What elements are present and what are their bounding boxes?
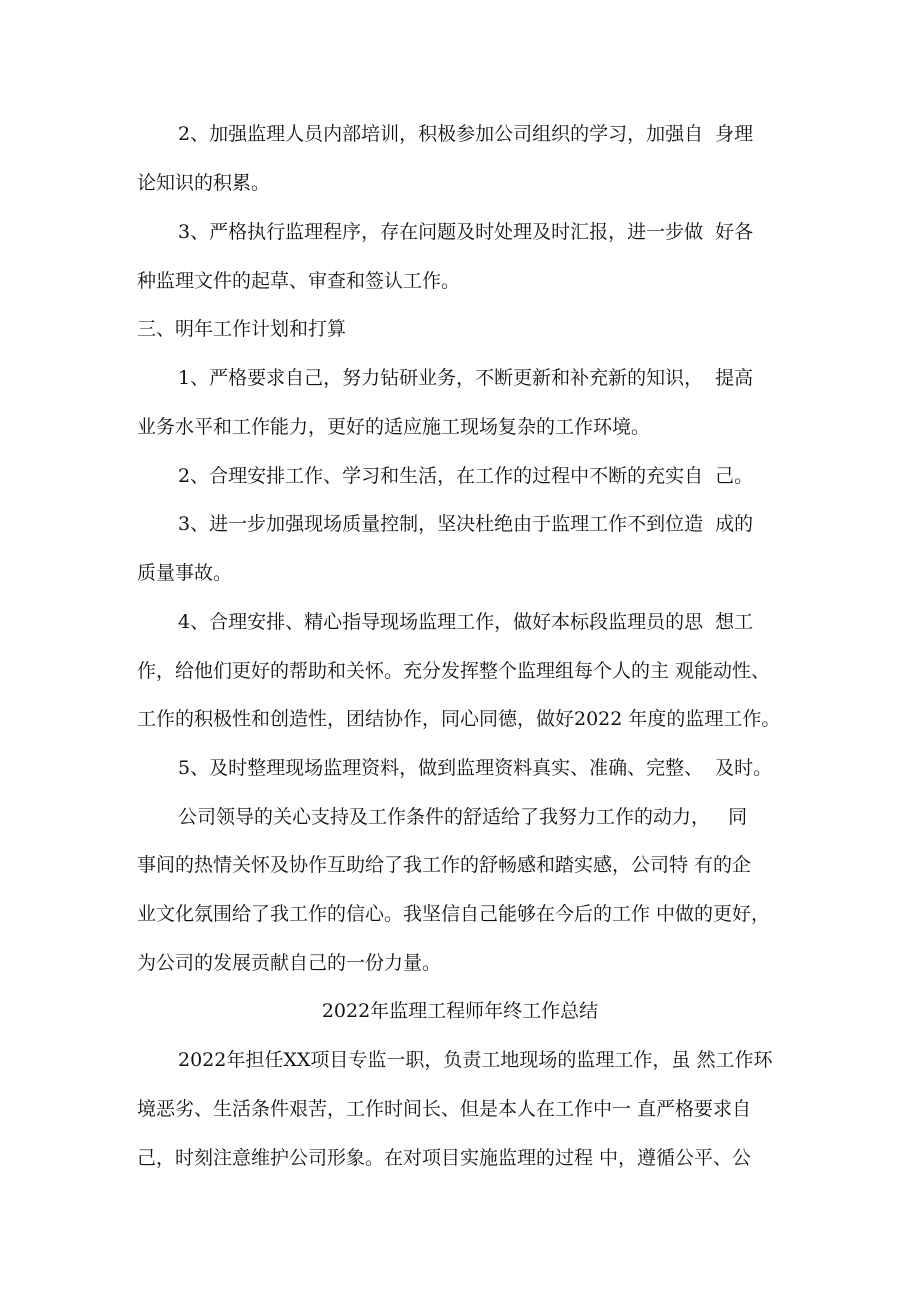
paragraph-line: 2、加强监理人员内部培训，积极参加公司组织的学习，加强自 身理 bbox=[178, 123, 754, 145]
paragraph-line: 论知识的积累。 bbox=[137, 172, 271, 194]
paragraph-line: 事间的热情关怀及协作互助给了我工作的舒畅感和踏实感，公司特 有的企 bbox=[137, 854, 752, 876]
paragraph-line: 质量事故。 bbox=[137, 562, 233, 584]
paragraph-line: 3、严格执行监理程序，存在问题及时处理及时汇报，进一步做 好各 bbox=[178, 221, 754, 243]
document-title: 2022年监理工程师年终工作总结 bbox=[321, 1000, 599, 1022]
paragraph-line: 业务水平和工作能力，更好的适应施工现场复杂的工作环境。 bbox=[137, 416, 651, 438]
paragraph-line: 工作的积极性和创造性，团结协作，同心同德，做好2022 年度的监理工作。 bbox=[137, 708, 781, 730]
paragraph-line: 4、合理安排、精心指导现场监理工作，做好本标段监理员的思 想工 bbox=[178, 611, 754, 633]
paragraph-line: 3、进一步加强现场质量控制，坚决杜绝由于监理工作不到位造 成的 bbox=[178, 513, 754, 535]
paragraph-line: 境恶劣、生活条件艰苦，工作时间长、但是本人在工作中一 直严格要求自 bbox=[137, 1098, 752, 1120]
section-heading: 三、明年工作计划和打算 bbox=[137, 318, 347, 340]
paragraph-line: 1、严格要求自己，努力钻研业务，不断更新和补充新的知识， 提高 bbox=[178, 367, 754, 389]
paragraph-line: 为公司的发展贡献自己的一份力量。 bbox=[137, 952, 442, 974]
paragraph-line: 2、合理安排工作、学习和生活，在工作的过程中不断的充实自 己。 bbox=[178, 465, 754, 487]
paragraph-line: 2022年担任XX项目专监一职，负责工地现场的监理工作，虽 然工作环 bbox=[178, 1049, 773, 1071]
paragraph-line: 公司领导的关心支持及工作条件的舒适给了我努力工作的动力， 同 bbox=[178, 806, 748, 828]
paragraph-line: 己，时刻注意维护公司形象。在对项目实施监理的过程 中，遵循公平、公 bbox=[137, 1147, 752, 1169]
paragraph-line: 种监理文件的起草、审查和签认工作。 bbox=[137, 270, 461, 292]
paragraph-line: 5、及时整理现场监理资料，做到监理资料真实、准确、完整、 及时。 bbox=[178, 757, 773, 779]
paragraph-line: 作，给他们更好的帮助和关怀。充分发挥整个监理组每个人的主 观能动性、 bbox=[137, 660, 771, 682]
paragraph-line: 业文化氛围给了我工作的信心。我坚信自己能够在今后的工作 中做的更好， bbox=[137, 903, 771, 925]
